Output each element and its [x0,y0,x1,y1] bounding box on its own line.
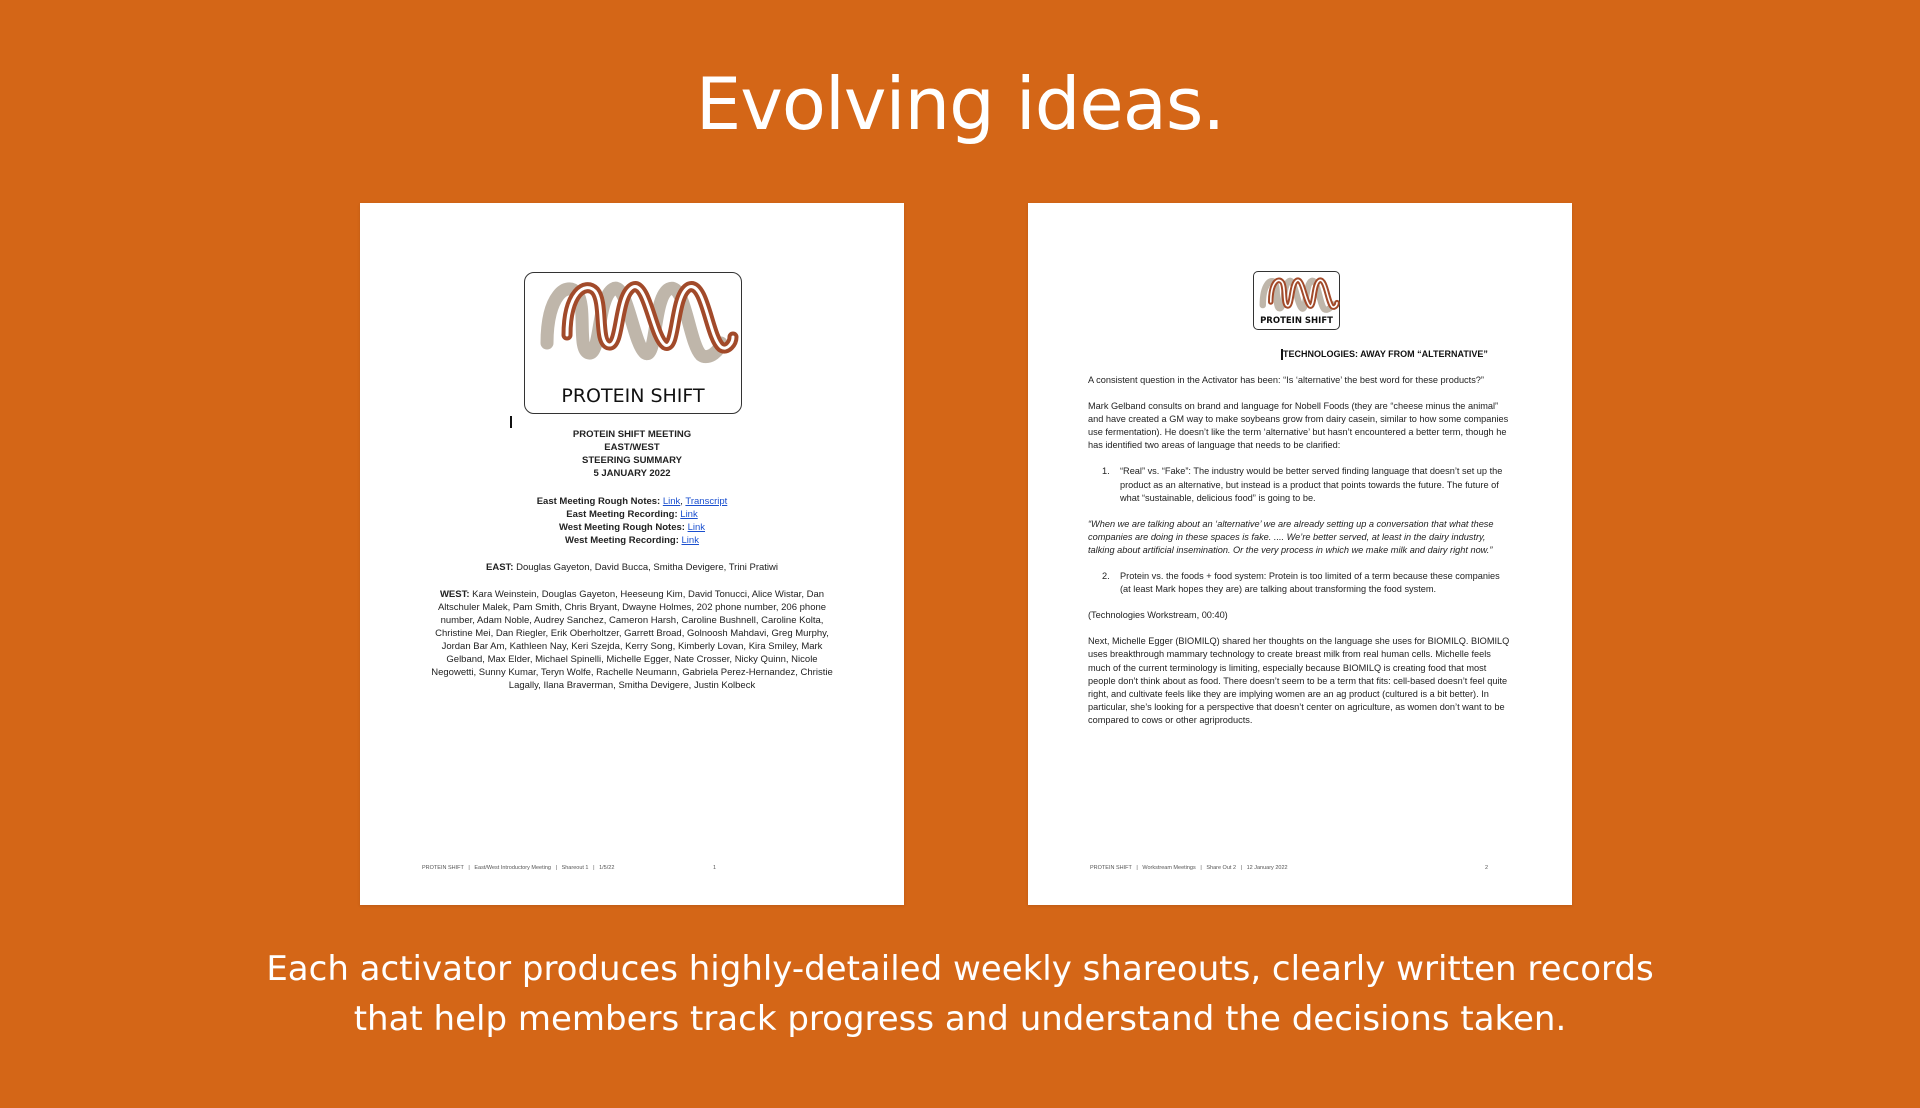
paragraph: Mark Gelband consults on brand and language for Nobell Foods (they are “cheese minus the animal” and have created a GM way to make soybeans grow from dairy casein, similar to how some companies use fermentation). He doesn’t like the term ‘alternative’ but hasn’t encountered a better term, though he has identified two areas of language that needs to be clarified: [1088,401,1509,451]
document-body [1088,374,1512,740]
title-line: 5 JANUARY 2022 [593,468,671,479]
protein-shift-logo [524,272,742,414]
quote: “When we are talking about an ‘alternative’ we are already setting up a conversation that what these companies are doing in these spaces is fake. .... We’re better served, at least in the dairy industry, talking about artificial insemination. Or the very process in which we make milk and dairy right now.” [1088,518,1494,555]
text-cursor [510,416,512,428]
west-attendees [428,588,836,692]
footer-text: PROTEIN SHIFT | Workstream Meetings | Share Out 2 | 12 January 2022 [1090,865,1288,871]
link-separator: , [680,496,683,507]
east-recording-row [420,508,844,521]
page-number: 2 [1484,865,1488,871]
meeting-links-block [420,495,844,547]
meeting-title-block [420,428,844,480]
slide-caption [0,944,1920,1044]
list-item [1088,570,1512,596]
list-number: 1. [1102,466,1110,477]
east-notes-link[interactable]: Link [662,496,681,507]
slide-title: Evolving ideas. [695,62,1225,146]
section-heading: TECHNOLOGIES: AWAY FROM “ALTERNATIVE” [1283,349,1488,359]
paragraph: A consistent question in the Activator has been: “Is ‘alternative’ the best word for these products?” [1088,375,1484,385]
west-notes-link[interactable]: Link [687,522,706,533]
paragraph: Next, Michelle Egger (BIOMILQ) shared her thoughts on the language she uses for BIOMILQ. BIOMILQ uses breakthrough mammary technology to create breast milk from real human cells. Michelle feels much of the current terminology is limiting, especially because BIOMILQ is creating food that most people don’t think about as food. There doesn’t seem to be a term that fits: cell-based doesn’t feel quite right, and cultivate feels like they are implying women are an ag product (cultured is a bit better). In particular, she’s looking for a perspective that doesn’t center on agriculture, as women don’t want to be compared to cows or other agriproducts. [1088,636,1510,725]
page-footer [1090,865,1510,871]
west-recording-link[interactable]: Link [681,535,699,546]
east-recording-link[interactable]: Link [680,509,698,520]
footer-text: PROTEIN SHIFT | East/West Introductory Meeting | Shareout 1 | 1/5/22 [422,865,615,871]
title-line: PROTEIN SHIFT MEETING [572,429,692,440]
west-label: WEST: [439,589,470,600]
logo-wordmark: PROTEIN SHIFT [1260,316,1333,326]
title-line: EAST/WEST [604,442,660,453]
east-notes-label: East Meeting Rough Notes: [536,496,661,507]
list-item [1088,465,1512,504]
page-footer [422,865,842,871]
title-line: STEERING SUMMARY [582,455,682,466]
west-notes-label: West Meeting Rough Notes: [558,522,685,533]
list-number: 2. [1102,571,1110,582]
west-recording-row [420,534,844,547]
west-names: Kara Weinstein, Douglas Gayeton, Heeseung Kim, David Tonucci, Alice Wistar, Dan Altschuler Malek, Pam Smith, Chris Bryant, Dwayne Holmes, 202 phone number, 206 phone number, Adam Noble, Audrey Sanchez, Cameron Harsh, Caroline Bushnell, Caroline Kolta, Christine Mei, Dan Riegler, Erik Oberholtzer, Garrett Broad, Golnoosh Mahdavi, Greg Murphy, Jordan Bar Am, Kathleen Nay, Keri Szejda, Kerry Song, Kimberly Lovan, Kira Smiley, Mark Gelband, Max Elder, Michael Spinelli, Michelle Egger, Nate Crosser, Nicky Quinn, Nicole Negowetti, Sunny Kumar, Teryn Wolfe, Rachelle Neumann, Gabriela Perez-Hernandez, Christie Lagally, Ilana Braverman, Smitha Devigere, Justin Kolbeck [431,589,833,691]
east-label: EAST: [486,562,514,573]
document-page-steering-summary [360,203,904,905]
logo-wordmark: PROTEIN SHIFT [561,385,705,407]
east-transcript-link[interactable]: Transcript [685,496,728,507]
east-attendees [420,561,844,574]
list-text: “Real” vs. “Fake”: The industry would be better served finding language that doesn’t set up the product as an alternative, but instead is a product that points towards the future. The future of what “sustainable, delicious food” is going to be. [1120,466,1503,503]
citation: (Technologies Workstream, 00:40) [1088,610,1228,621]
west-notes-row [420,521,844,534]
east-notes-row [420,495,844,508]
west-recording-label: West Meeting Recording: [565,535,679,546]
caption-line: that help members track progress and understand the decisions taken. [353,999,1567,1039]
list-text: Protein vs. the foods + food system: Protein is too limited of a term because these companies (at least Mark hopes they are) are talking about transforming the food system. [1120,571,1500,595]
document-page-technologies [1028,203,1572,905]
east-names: Douglas Gayeton, David Bucca, Smitha Devigere, Trini Pratiwi [516,562,778,573]
page-number: 1 [712,865,716,871]
protein-shift-logo [1253,271,1340,330]
east-recording-label: East Meeting Recording: [566,509,678,520]
caption-line: Each activator produces highly-detailed weekly shareouts, clearly written records [266,949,1654,989]
